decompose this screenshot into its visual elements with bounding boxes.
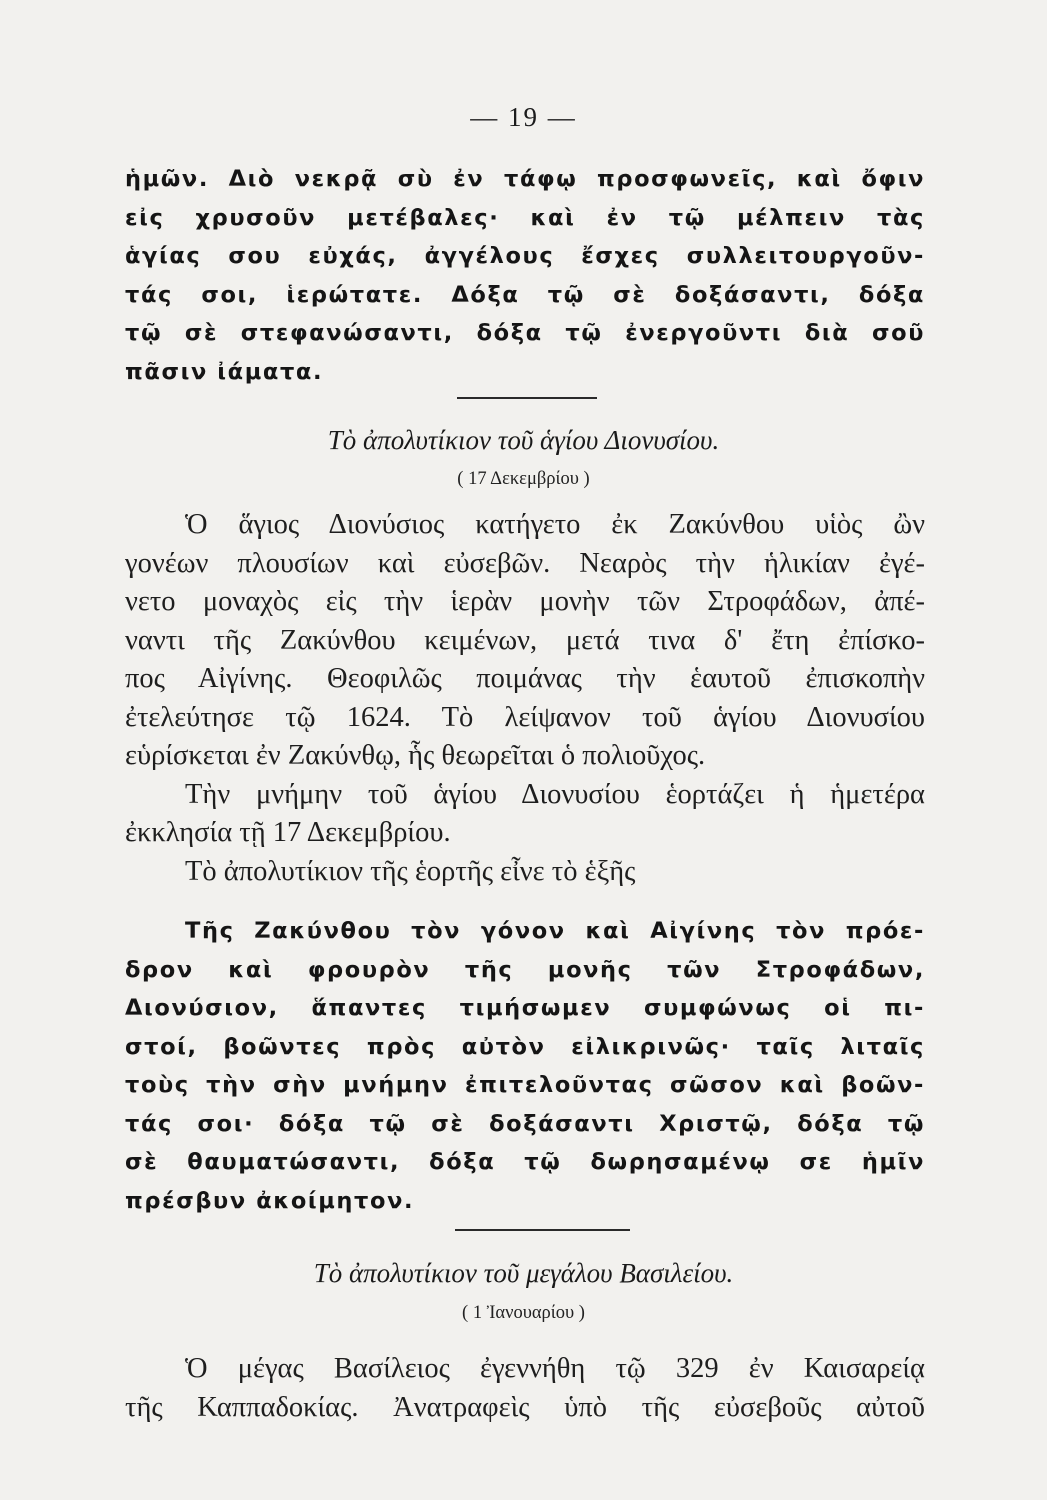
text-line: στοί, βοῶντες πρὸς αὐτὸν εἰλικρινῶς· ταῖς λιταῖς	[125, 1033, 925, 1060]
hymn-continuation	[125, 160, 925, 391]
text-line: Τὴν μνήμην τοῦ ἁγίου Διονυσίου ἑορτάζει ἡ ἡμετέρα	[185, 778, 925, 810]
text-line: ναντι τῆς Ζακύνθου κειμένων, μετά τινα δ' ἔτη ἐπίσκο-	[125, 624, 925, 656]
text-line: εἰς χρυσοῦν μετέβαλες· καὶ ἐν τῷ μέλπειν τὰς	[125, 204, 925, 231]
biography-basil	[125, 1350, 925, 1427]
feast-date-basil: ( 1 Ἰανουαρίου )	[462, 1303, 585, 1323]
text-line: τῆς Καππαδοκίας. Ἀνατραφεὶς ὑπὸ τῆς εὐσεβοῦς αὐτοῦ	[125, 1391, 925, 1423]
text-line: Διονύσιον, ἅπαντες τιμήσωμεν συμφώνως οἱ πι-	[125, 995, 925, 1021]
text-line: ἐκκλησία τῇ 17 Δεκεμβρίου.	[125, 817, 451, 848]
text-line: δρον καὶ φρουρὸν τῆς μονῆς τῶν Στροφάδων,	[125, 956, 925, 983]
page-number: — 19 —	[470, 102, 577, 132]
text-line: τάς σοι· δόξα τῷ σὲ δοξάσαντι Χριστῷ, δόξα τῷ	[125, 1110, 925, 1137]
text-line: Τῆς Ζακύνθου τὸν γόνον καὶ Αἰγίνης τὸν πρόε-	[185, 918, 925, 944]
biography-dionysios	[125, 506, 925, 891]
hymn-dionysios	[125, 912, 925, 1220]
text-line: πος Αἰγίνης. Θεοφιλῶς ποιμάνας τὴν ἑαυτοῦ ἐπισκοπὴν	[125, 663, 925, 694]
feast-date-dionysios: ( 17 Δεκεμβρίου )	[457, 469, 590, 489]
text-line: τοὺς τὴν σὴν μνήμην ἐπιτελοῦντας σῶσον καὶ βοῶν-	[125, 1072, 925, 1098]
text-line: τάς σοι, ἱερώτατε. Δόξα τῷ σὲ δοξάσαντι, δόξα	[125, 281, 925, 308]
section-divider	[457, 397, 597, 399]
text-line: νετο μοναχὸς εἰς τὴν ἱερὰν μονὴν τῶν Στροφάδων, ἀπέ-	[125, 586, 925, 617]
text-line: πᾶσιν ἰάματα.	[125, 358, 324, 385]
text-line: τῷ σὲ στεφανώσαντι, δόξα τῷ ἐνεργοῦντι διὰ σοῦ	[125, 320, 925, 346]
text-line: ἐτελεύτησε τῷ 1624. Τὸ λείψανον τοῦ ἁγίου Διονυσίου	[125, 701, 925, 733]
text-line: Ὁ ἅγιος Διονύσιος κατήγετο ἐκ Ζακύνθου υἱὸς ὢν	[185, 509, 925, 540]
text-line: ἡμῶν. Διὸ νεκρᾷ σὺ ἐν τάφῳ προσφωνεῖς, καὶ ὄφιν	[125, 166, 925, 192]
text-line: Ὁ μέγας Βασίλειος ἐγεννήθη τῷ 329 ἐν Καισαρείᾳ	[185, 1353, 925, 1384]
section-title-dionysios: Τὸ ἀπολυτίκιον τοῦ ἁγίου Διονυσίου.	[327, 425, 720, 455]
text-line: πρέσβυν ἀκοίμητον.	[125, 1187, 415, 1214]
section-title-basil: Τὸ ἀπολυτίκιον τοῦ μεγάλου Βασιλείου.	[313, 1258, 734, 1288]
text-line: εὑρίσκεται ἐν Ζακύνθῳ, ἧς θεωρεῖται ὁ πολιοῦχος.	[125, 740, 706, 771]
text-line: γονέων πλουσίων καὶ εὐσεβῶν. Νεαρὸς τὴν ἡλικίαν ἐγέ-	[125, 547, 925, 579]
text-line: Τὸ ἀπολυτίκιον τῆς ἑορτῆς εἶνε τὸ ἑξῆς	[185, 855, 636, 887]
text-line: σὲ θαυματώσαντι, δόξα τῷ δωρησαμένῳ σε ἡμῖν	[125, 1149, 925, 1175]
text-line: ἁγίας σου εὐχάς, ἀγγέλους ἔσχες συλλειτουργοῦν-	[125, 243, 925, 269]
section-divider	[455, 1229, 630, 1231]
